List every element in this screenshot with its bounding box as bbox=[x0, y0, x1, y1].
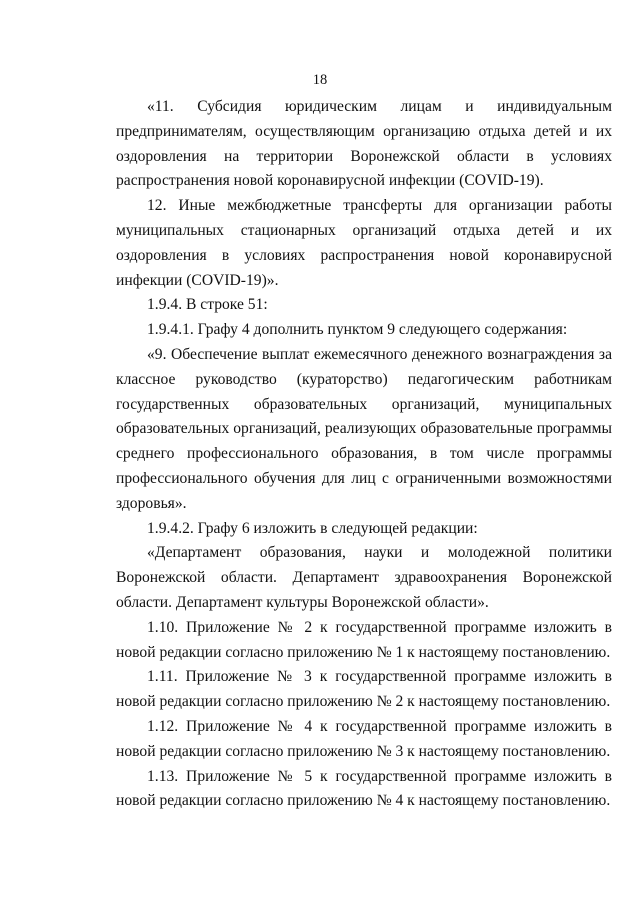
paragraph-1-9-4-1: 1.9.4.1. Графу 4 дополнить пунктом 9 следующего содержания: bbox=[147, 321, 568, 339]
paragraph-departments: «Департамент образования, науки и молодежной политики Воронежской области. Департамент здравоохранения Воронежской области. Департамент культуры Воронежской области». bbox=[116, 544, 612, 611]
paragraph-item-9: «9. Обеспечение выплат ежемесячного денежного вознаграждения за классное руководство (кураторство) педагогическим работникам государственных образовательных организаций, муниципальных образовательных организаций, реализующих образовательные программы среднего профессионального образования, в том числе программы профессионального обучения для лиц с ограниченными возможностями здоровья». bbox=[116, 345, 612, 512]
paragraph-1-9-4: 1.9.4. В строке 51: bbox=[147, 296, 268, 314]
paragraph-1-12: 1.12. Приложение № 4 к государственной программе изложить в новой редакции согласно приложению № 3 к настоящему постановлению. bbox=[116, 717, 612, 760]
paragraph-1-10: 1.10. Приложение № 2 к государственной программе изложить в новой редакции согласно приложению № 1 к настоящему постановлению. bbox=[116, 618, 612, 661]
paragraph-1-13: 1.13. Приложение № 5 к государственной программе изложить в новой редакции согласно приложению № 4 к настоящему постановлению. bbox=[116, 767, 612, 810]
page-number: 18 bbox=[312, 72, 328, 88]
document-body bbox=[116, 95, 612, 814]
paragraph-transfers-12: 12. Иные межбюджетные трансферты для организации работы муниципальных стационарных организаций отдыха детей и их оздоровления в условиях распространения новой коронавирусной инфекции (COVID-19)». bbox=[116, 197, 612, 289]
paragraph-subsidy-11: «11. Субсидия юридическим лицам и индивидуальным предпринимателям, осуществляющим организацию отдыха детей и их оздоровления на территории Воронежской области в условиях распространения новой коронавирусной инфекции (COVID-19). bbox=[116, 98, 612, 190]
paragraph-1-9-4-2: 1.9.4.2. Графу 6 изложить в следующей редакции: bbox=[147, 519, 478, 537]
paragraph-1-11: 1.11. Приложение № 3 к государственной программе изложить в новой редакции согласно приложению № 2 к настоящему постановлению. bbox=[116, 668, 612, 711]
